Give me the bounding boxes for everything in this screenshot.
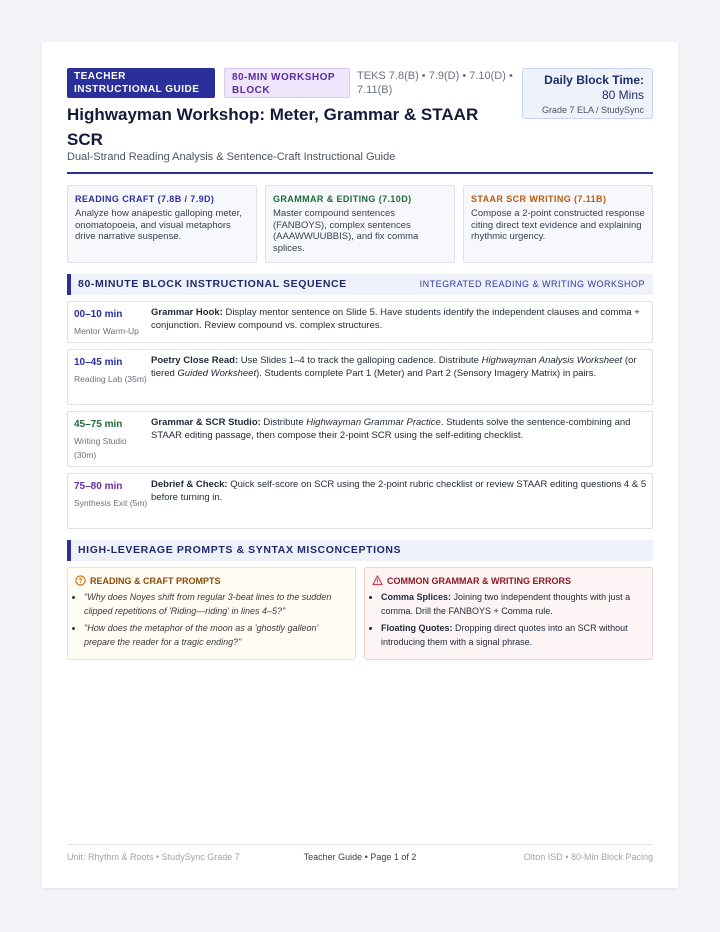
row-time: 10–45 min [74, 357, 123, 368]
prompt-list [75, 590, 348, 649]
list-item: • "Why does Noyes shift from regular 3-beat lines to the sudden clipped repetitions of 'Riding—riding' in lines 4–5?" [84, 590, 348, 618]
svg-text:?: ? [78, 577, 83, 585]
strand-description: Master compound sentences (FANBOYS), complex sentences (AAAWWUUBBIS), and fix comma splices. [273, 208, 419, 254]
page-title: Highwayman Workshop: Meter, Grammar & STAAR SCR [67, 105, 479, 149]
common-errors-box [364, 567, 653, 660]
row-lead: Poetry Close Read: [151, 355, 239, 366]
row-lead: Debrief & Check: [151, 479, 228, 490]
question-circle-icon [75, 575, 86, 586]
row-time: 45–75 min [74, 419, 123, 430]
list-item: • Comma Splices: Joining two independent thoughts with just a comma. Drill the FANBOYS + Comma rule. [381, 590, 645, 618]
block-length-badge: 80-MIN WORKSHOP BLOCK [224, 68, 350, 98]
warning-icon [372, 575, 383, 586]
section-subtitle: INTEGRATED READING & WRITING WORKSHOP [419, 279, 645, 289]
row-text: Debrief & Check: Quick self-score on SCR using the 2-point rubric checklist or review STAAR editing questions 4 & 5 before turning in. [151, 479, 647, 503]
row-label: Mentor Warm-Up [74, 326, 139, 336]
row-label: Synthesis Exit (5m) [74, 498, 148, 508]
strand-description: Compose a 2-point constructed response citing direct text evidence and explaining rhythmic urgency. [471, 208, 645, 242]
footer-page-number: Teacher Guide • Page 1 of 2 [303, 852, 417, 862]
section-title: 80-MINUTE BLOCK INSTRUCTIONAL SEQUENCE [78, 278, 347, 290]
footer-divider [67, 844, 653, 845]
list-item: • Floating Quotes: Dropping direct quotes into an SCR without introducing them with a signal phrase. [381, 621, 645, 649]
box-heading: COMMON GRAMMAR & WRITING ERRORS [387, 575, 571, 586]
row-text: Grammar & SCR Studio: Distribute Highwayman Grammar Practice. Students solve the sentence-combining and STAAR editing passage, then compose their 2-point SCR using the self-editing checklist. [151, 417, 631, 441]
strand-description: Analyze how anapestic galloping meter, onomatopoeia, and visual metaphors drive narrative suspense. [75, 208, 242, 242]
strand-card-grammar [265, 185, 455, 263]
grade-label: Grade 7 ELA / StudySync [541, 105, 644, 115]
row-label: Writing Studio (30m) [74, 436, 127, 460]
strand-heading: READING CRAFT (7.8B / 7.9D) [75, 194, 215, 204]
strand-heading: STAAR SCR WRITING (7.11B) [471, 194, 607, 204]
sequence-row [67, 301, 653, 343]
daily-time-value: 80 Mins [601, 88, 644, 102]
strand-heading: GRAMMAR & EDITING (7.10D) [273, 194, 412, 204]
page-subtitle: Dual-Strand Reading Analysis & Sentence-Craft Instructional Guide [67, 151, 396, 163]
row-text: Poetry Close Read: Use Slides 1–4 to track the galloping cadence. Distribute Highwayman Analysis Worksheet (or tiered Guided Worksheet). Students complete Part 1 (Meter) and Part 2 (Sensory Imagery Matrix) in pairs. [151, 355, 637, 379]
row-label: Reading Lab (35m) [74, 374, 147, 384]
prompts-section-header [67, 540, 653, 561]
strand-card-scr [463, 185, 653, 263]
row-time: 75–80 min [74, 481, 123, 492]
section-title: HIGH-LEVERAGE PROMPTS & SYNTAX MISCONCEPTIONS [78, 544, 402, 556]
daily-time-label: Daily Block Time: [544, 73, 644, 87]
list-item: • "How does the metaphor of the moon as a 'ghostly galleon' prepare the reader for a tragic ending?" [84, 621, 348, 649]
guide-type-badge: TEACHER INSTRUCTIONAL GUIDE [67, 68, 215, 98]
sequence-row [67, 411, 653, 467]
teks-standards: TEKS 7.8(B) • 7.9(D) • 7.10(D) • 7.11(B) [357, 70, 513, 96]
title-divider [67, 172, 653, 174]
strand-card-reading [67, 185, 257, 263]
sequence-section-header [67, 274, 653, 295]
footer-unit: Unit: Rhythm & Roots • StudySync Grade 7 [67, 852, 240, 862]
error-list [372, 590, 645, 649]
sequence-row [67, 349, 653, 405]
sequence-row [67, 473, 653, 529]
row-lead: Grammar Hook: [151, 307, 223, 318]
row-lead: Grammar & SCR Studio: [151, 417, 261, 428]
daily-block-time-box [522, 68, 653, 119]
row-time: 00–10 min [74, 309, 123, 320]
reading-prompts-box [67, 567, 356, 660]
footer-district: Olton ISD • 80-Min Block Pacing [523, 852, 653, 862]
guide-page [42, 42, 678, 888]
box-heading: READING & CRAFT PROMPTS [90, 575, 221, 586]
row-text: Grammar Hook: Display mentor sentence on Slide 5. Have students identify the independent clauses and comma + conjunction. Review compound vs. complex structures. [151, 307, 640, 331]
